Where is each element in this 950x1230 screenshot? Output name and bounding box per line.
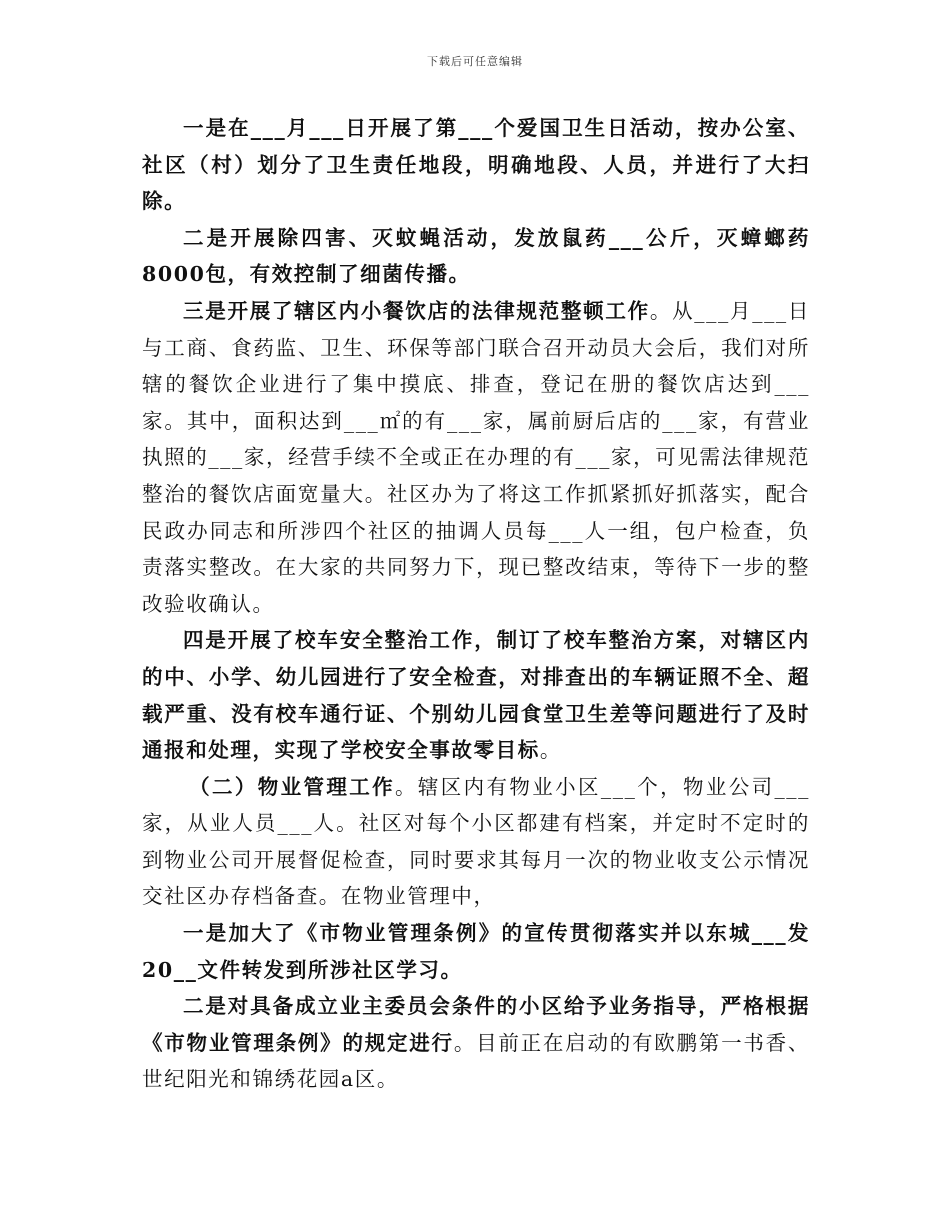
paragraph-owners-committee xyxy=(142,988,810,1098)
paragraph-bold-text: 一是加大了《市物业管理条例》的宣传贯彻落实并以东城___发20__文件转发到所涉社区学习。 xyxy=(142,921,810,982)
document-body xyxy=(142,110,810,1098)
paragraph-bold-text: 三是开展了辖区内小餐饮店的法律规范整顿工作 xyxy=(183,298,650,323)
paragraph-bold-text: 二是开展除四害、灭蚊蝇活动，发放鼠药___公斤，灭蟑螂药8000包，有效控制了细菌传播。 xyxy=(142,225,810,287)
paragraph-bold-text: 二是对具备成立业主委员会条件的小区给予业务指导，严格根据《市物业管理条例》的规定进行 xyxy=(142,994,810,1055)
paragraph-normal-text: 。从___月___日与工商、食药监、卫生、环保等部门联合召开动员大会后，我们对所辖的餐饮企业进行了集中摸底、排查，登记在册的餐饮店达到___家。其中，面积达到___㎡的有___家，属前厨后店的___家，有营业执照的___家，经营手续不全或正在办理的有___家，可见需法律规范整治的餐饮店面宽量大。社区办为了将这工作抓紧抓好抓落实，配合民政办同志和所涉四个社区的抽调人员每___人一组，包户检查，负责落实整改。在大家的共同努力下，现已整改结束，等待下一步的整改验收确认。 xyxy=(142,298,810,616)
paragraph-pest-control xyxy=(142,220,810,293)
paragraph-bold-text: 四是开展了校车安全整治工作，制订了校车整治方案，对辖区内的中、小学、幼儿园进行了安全检查，对排查出的车辆证照不全、超载严重、没有校车通行证、个别幼儿园食堂卫生差等问题进行了及时通报和处理，实现了学校安全事故零目标 xyxy=(142,628,810,763)
paragraph-regulation-publicity xyxy=(142,915,810,988)
paragraph-normal-text: 。辖区内有物业小区___个，物业公司___家，从业人员___人。社区对每个小区都建有档案，并定时不定时的到物业公司开展督促检查，同时要求其每月一次的物业收支公示情况交社区办存档备查。在物业管理中， xyxy=(142,774,810,909)
paragraph-normal-text: 。 xyxy=(539,738,562,763)
page-header: 下载后可任意编辑 xyxy=(427,55,523,68)
paragraph-sanitation-day xyxy=(142,110,810,220)
paragraph-normal-text: 。目前正在启动的有欧鹏第一书香、世纪阳光和锦绣花园a区。 xyxy=(142,1030,810,1092)
paragraph-school-bus-safety xyxy=(142,622,810,768)
paragraph-bold-text: 一是在___月___日开展了第___个爱国卫生日活动，按办公室、社区（村）划分了卫生责任地段，明确地段、人员，并进行了大扫除。 xyxy=(142,116,810,214)
paragraph-property-management xyxy=(142,769,810,915)
section-heading: （二）物业管理工作 xyxy=(189,774,396,799)
paragraph-restaurant-rectification xyxy=(142,293,810,622)
